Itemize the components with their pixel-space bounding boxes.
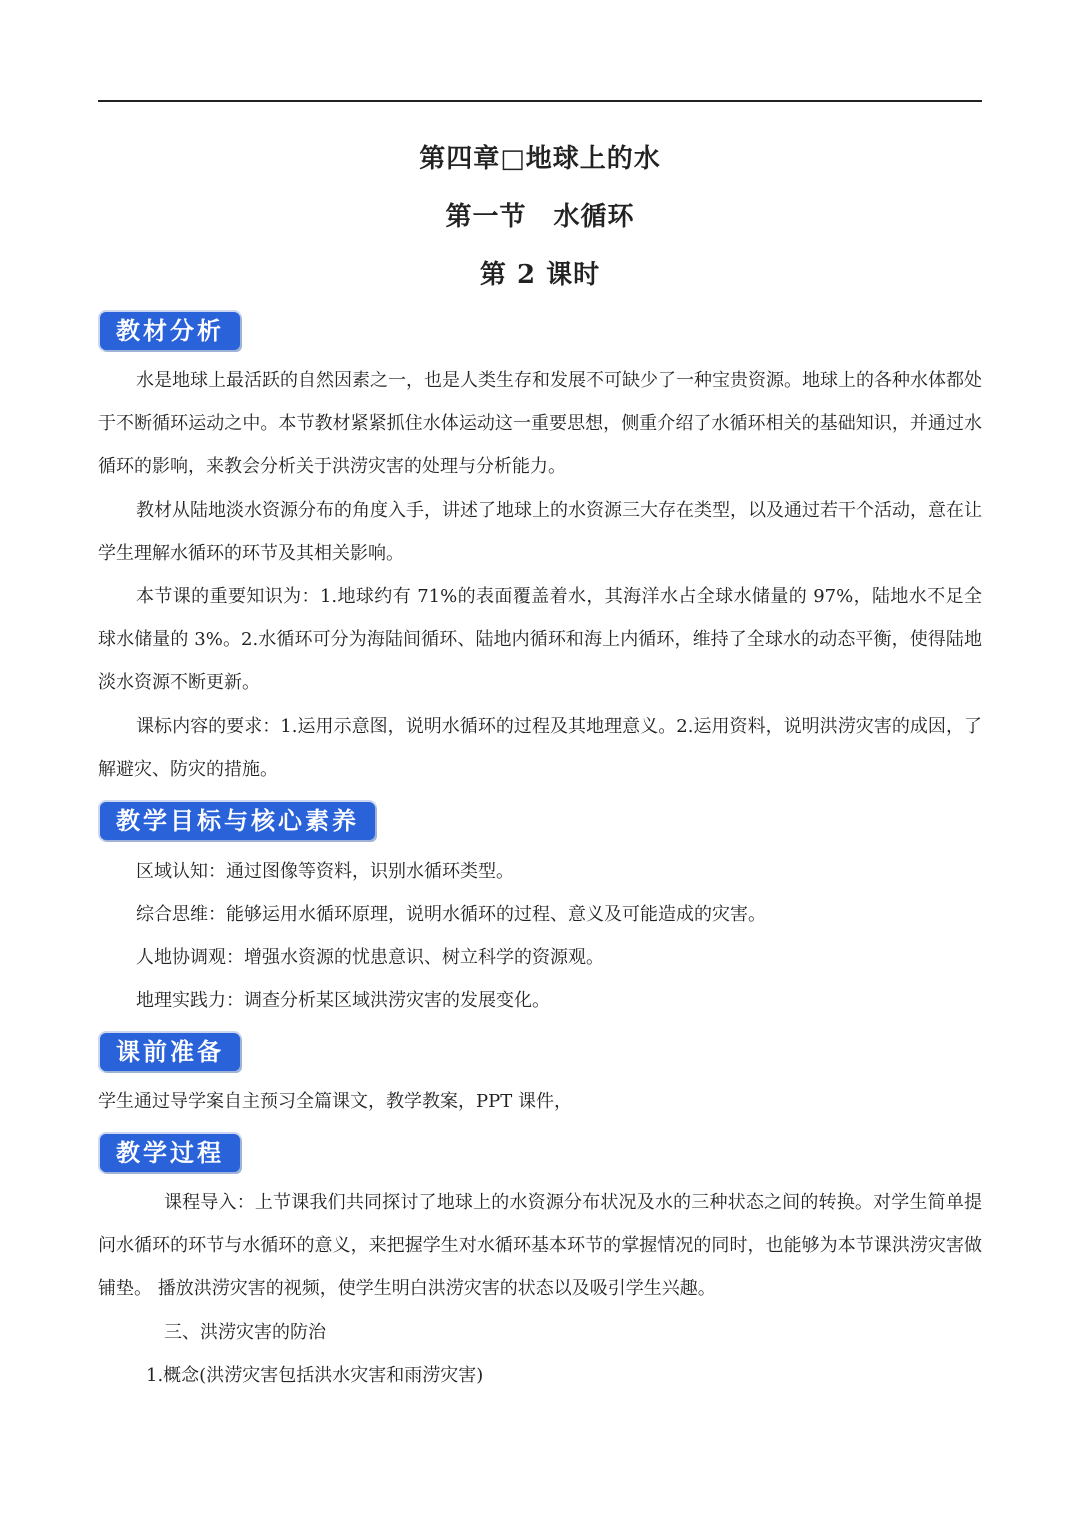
objective-item: 综合思维：能够运用水循环原理，说明水循环的过程、意义及可能造成的灾害。	[136, 904, 766, 925]
material-paragraph-2: 教材从陆地淡水资源分布的角度入手，讲述了地球上的水资源三大存在类型，以及通过若干个活动，意在让学生理解水循环的环节及其相关影响。	[98, 500, 982, 564]
process-point-1: 1.概念(洪涝灾害包括洪水灾害和雨涝灾害)	[146, 1365, 484, 1386]
objective-item: 人地协调观：增强水资源的忧患意识、树立科学的资源观。	[136, 947, 604, 968]
section-title: 第一节 水循环	[445, 202, 635, 232]
material-analysis-badge: 教材分析	[100, 312, 240, 350]
material-paragraph-1: 水是地球上最活跃的自然因素之一，也是人类生存和发展不可缺少了一种宝贵资源。地球上的各种水体都处于不断循环运动之中。本节教材紧紧抓住水体运动这一重要思想，侧重介绍了水循环相关的基础知识，并通过水循环的影响，来教会分析关于洪涝灾害的处理与分析能力。	[98, 370, 982, 477]
chapter-title: 第四章□地球上的水	[419, 144, 661, 174]
objective-item: 地理实践力：调查分析某区域洪涝灾害的发展变化。	[136, 990, 550, 1011]
objective-item: 区域认知：通过图像等资料，识别水循环类型。	[136, 861, 514, 882]
process-subheading: 三、洪涝灾害的防治	[164, 1322, 326, 1343]
preparation-text: 学生通过导学案自主预习全篇课文，教学教案，PPT 课件，	[98, 1091, 572, 1112]
material-paragraph-4: 课标内容的要求：1.运用示意图，说明水循环的过程及其地理意义。2.运用资料，说明洪涝灾害的成因，了解避灾、防灾的措施。	[98, 716, 982, 780]
process-badge: 教学过程	[100, 1134, 240, 1172]
objectives-badge: 教学目标与核心素养	[100, 802, 375, 840]
header-rule	[98, 100, 982, 102]
preparation-badge: 课前准备	[100, 1033, 240, 1071]
process-intro: 课程导入：上节课我们共同探讨了地球上的水资源分布状况及水的三种状态之间的转换。对学生简单提问水循环的环节与水循环的意义，来把握学生对水循环基本环节的掌握情况的同时，也能够为本节课洪涝灾害做铺垫。 播放洪涝灾害的视频，使学生明白洪涝灾害的状态以及吸引学生兴趣。	[98, 1192, 982, 1299]
material-paragraph-3: 本节课的重要知识为：1.地球约有 71%的表面覆盖着水，其海洋水占全球水储量的 97%，陆地水不足全球水储量的 3%。2.水循环可分为海陆间循环、陆地内循环和海上内循环，维持了全球水的动态平衡，使得陆地淡水资源不断更新。	[98, 586, 982, 693]
lesson-title: 第 2 课时	[479, 260, 601, 290]
